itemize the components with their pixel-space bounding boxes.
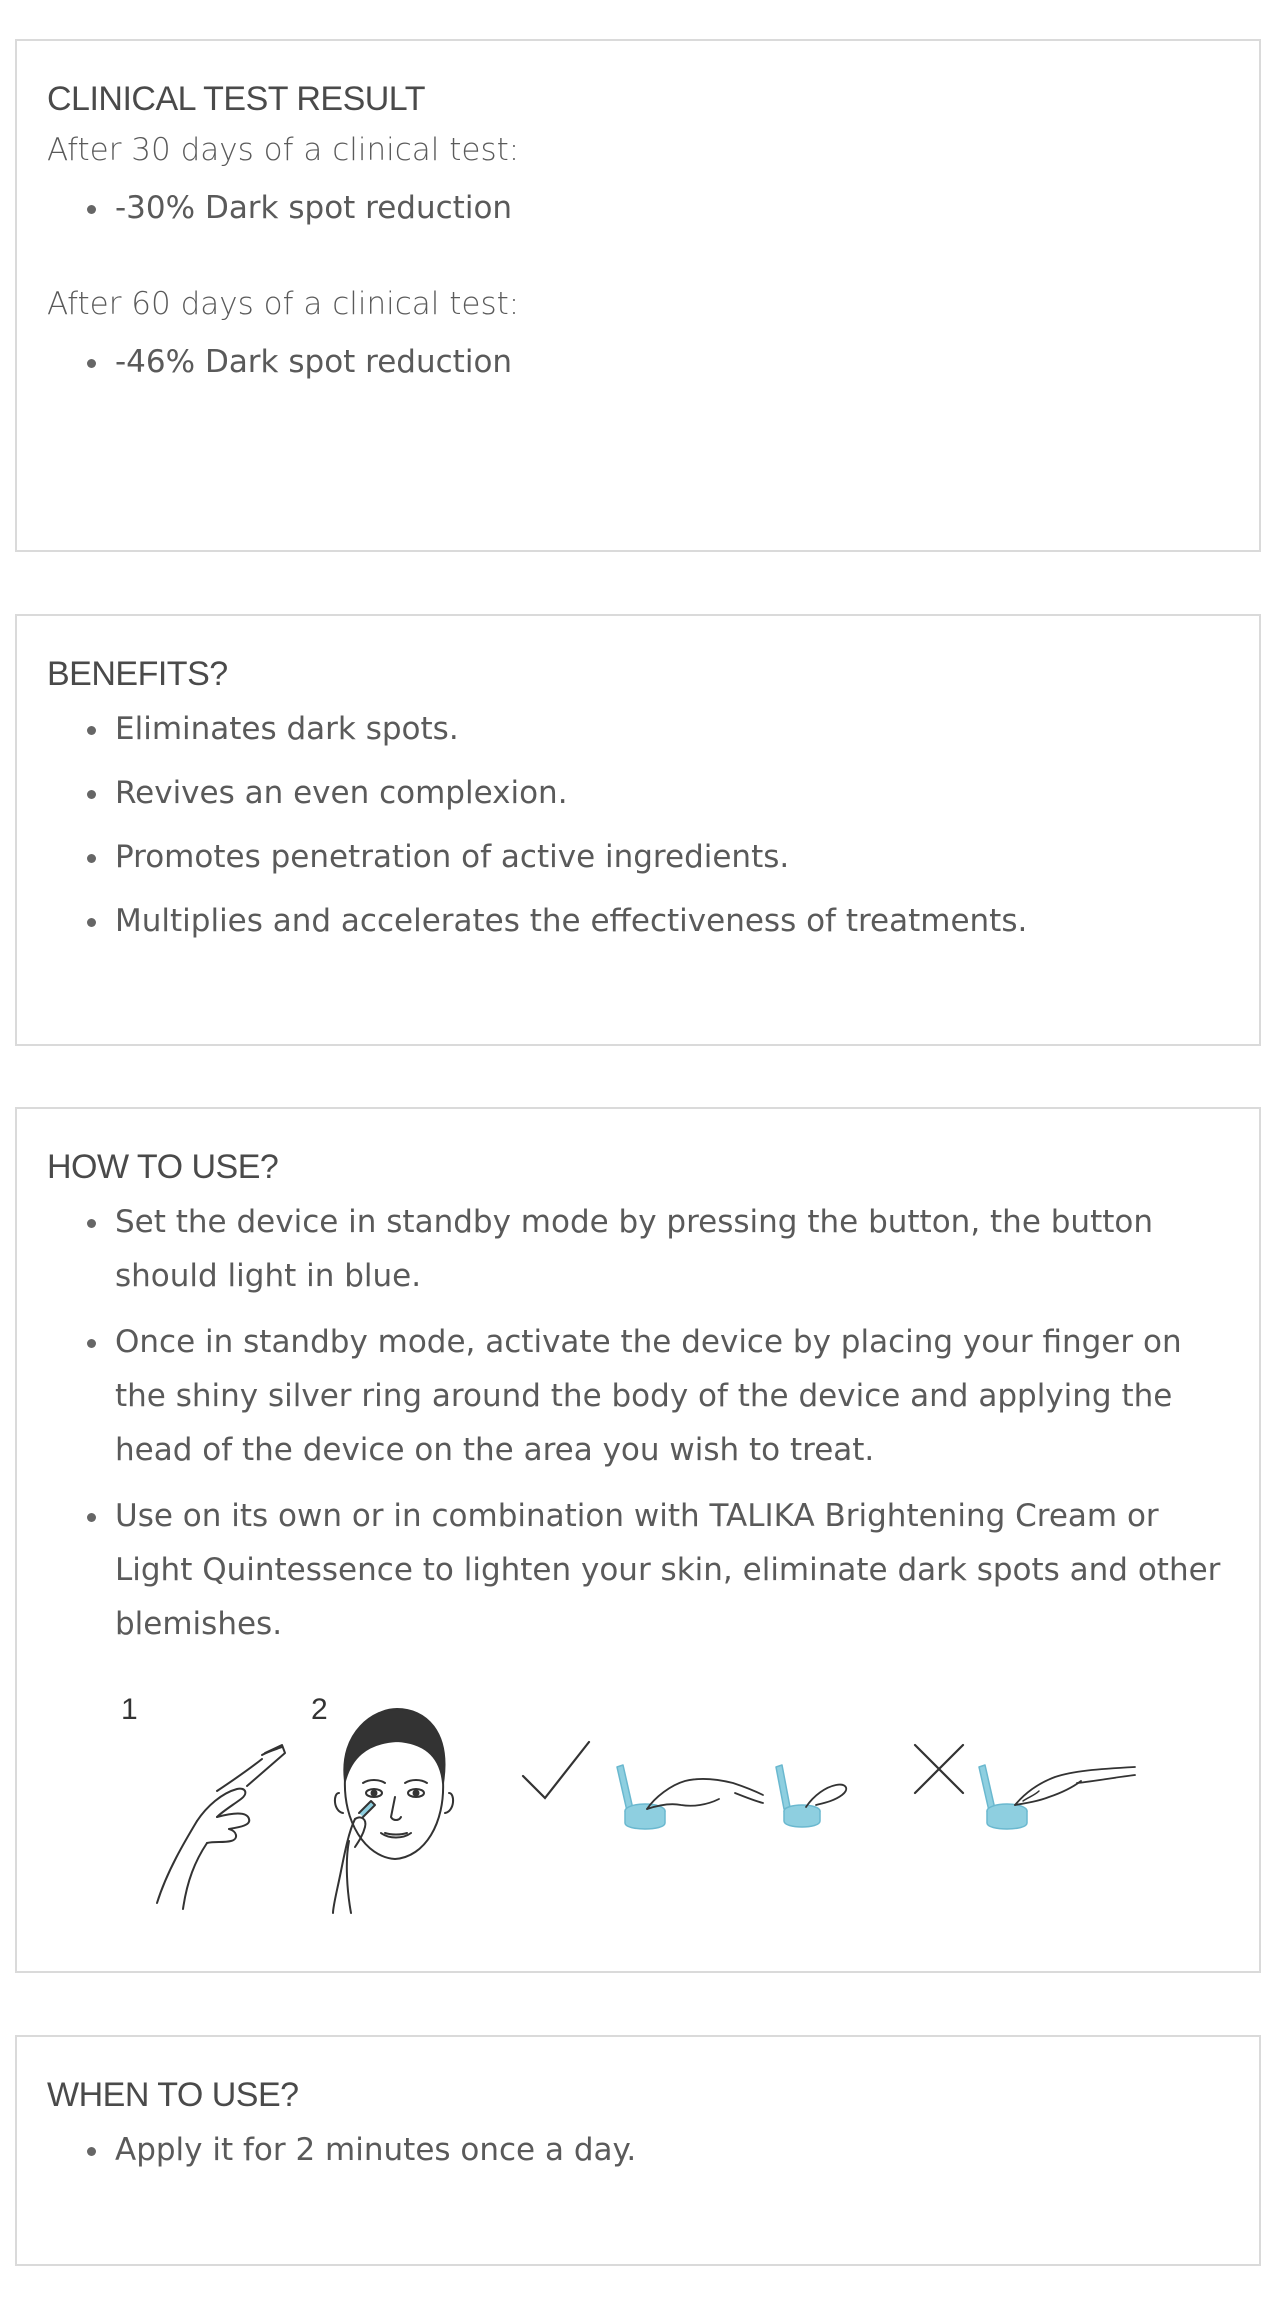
howto-title: HOW TO USE?: [47, 1148, 279, 1186]
cream-jar-small-icon: [772, 1761, 852, 1841]
clinical-results-60-list: [47, 335, 1229, 389]
clinical-intro-30-days: After 30 days of a clinical test:: [47, 132, 520, 168]
when-to-use-section: [15, 2035, 1261, 2266]
face-application-icon: [325, 1701, 465, 1916]
hand-holding-device-icon: [137, 1731, 287, 1921]
how-to-use-section: [15, 1107, 1261, 1973]
cream-jar-incorrect-use-icon: [977, 1761, 1137, 1841]
cream-jar-correct-use-icon: [615, 1761, 765, 1841]
when-item: Apply it for 2 minutes once a day.: [87, 2123, 1229, 2177]
when-title: WHEN TO USE?: [47, 2076, 299, 2114]
clinical-test-result-section: [15, 39, 1261, 552]
step-label-2: 2: [311, 1693, 328, 1726]
cross-mark-icon: [909, 1739, 969, 1799]
benefits-title: BENEFITS?: [47, 655, 228, 693]
benefits-section: [15, 614, 1261, 1046]
when-list: [47, 2123, 1229, 2177]
clinical-results-30-list: [47, 181, 1229, 235]
howto-list: [47, 1195, 1229, 1651]
clinical-intro-60-days: After 60 days of a clinical test:: [47, 286, 520, 322]
clinical-result-30-days: -30% Dark spot reduction: [87, 181, 1229, 235]
benefit-item: Promotes penetration of active ingredients.: [87, 830, 1229, 884]
step-label-1: 1: [121, 1693, 138, 1726]
clinical-result-60-days: -46% Dark spot reduction: [87, 335, 1229, 389]
howto-item: Set the device in standby mode by pressing the button, the button should light in blue.: [87, 1195, 1229, 1303]
benefit-item: Revives an even complexion.: [87, 766, 1229, 820]
benefit-item: Multiplies and accelerates the effectiveness of treatments.: [87, 894, 1229, 948]
benefits-list: [47, 702, 1229, 948]
clinical-title: CLINICAL TEST RESULT: [47, 80, 425, 118]
howto-item: Use on its own or in combination with TALIKA Brightening Cream or Light Quintessence to lighten your skin, eliminate dark spots and other blemishes.: [87, 1489, 1229, 1651]
howto-item: Once in standby mode, activate the device by placing your finger on the shiny silver ring around the body of the device and applying the head of the device on the area you wish to treat.: [87, 1315, 1229, 1477]
benefit-item: Eliminates dark spots.: [87, 702, 1229, 756]
how-to-use-illustration: [47, 1691, 1227, 1951]
check-mark-icon: [517, 1736, 597, 1806]
